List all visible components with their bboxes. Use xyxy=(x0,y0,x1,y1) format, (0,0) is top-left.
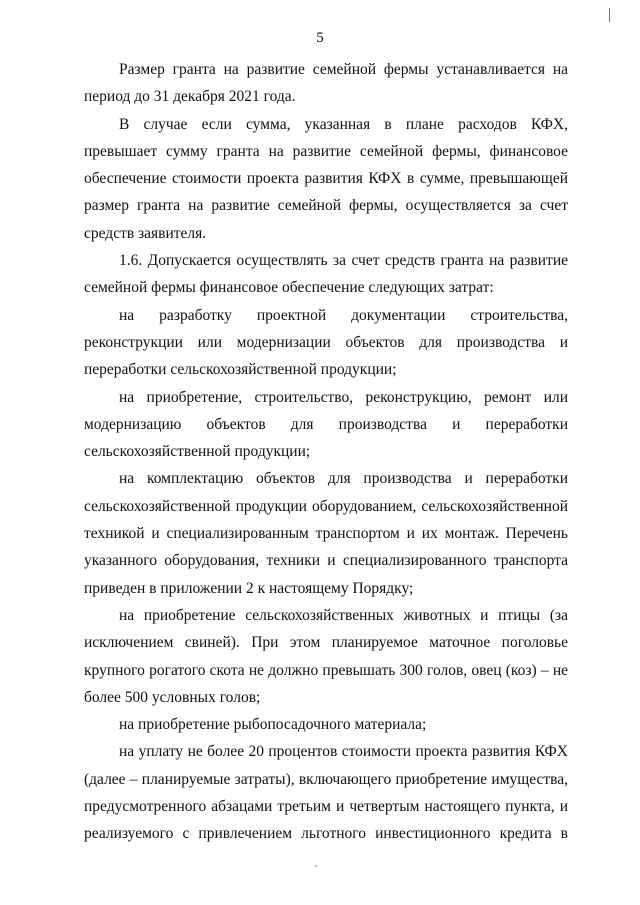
text-line: переработки сельскохозяйственной продукции; xyxy=(84,361,397,379)
text-line: сельскохозяйственной продукции оборудованием, сельскохозяйственной xyxy=(84,497,568,515)
text-line: приведен в приложении 2 к настоящему Порядку; xyxy=(84,579,414,597)
text-line: на приобретение, строительство, реконструкцию, ремонт или xyxy=(119,388,568,406)
text-line: Размер гранта на развитие семейной фермы устанавливается на xyxy=(119,61,568,78)
scan-artifact-mark xyxy=(609,8,610,22)
scan-artifact-dot xyxy=(315,865,317,867)
text-line: техникой и специализированным транспортом и их монтаж. Перечень xyxy=(84,525,568,543)
text-line: обеспечение стоимости проекта развития КФХ в сумме, превышающей xyxy=(84,170,568,188)
document-body xyxy=(84,56,568,848)
text-line: В случае если сумма, указанная в плане расходов КФХ, xyxy=(119,115,568,133)
text-line: на уплату не более 20 процентов стоимости проекта развития КФХ xyxy=(119,743,568,761)
text-line: семейной фермы финансовое обеспечение следующих затрат: xyxy=(84,279,494,297)
text-line: реконструкции или модернизации объектов для производства и xyxy=(84,333,568,351)
text-line: более 500 условных голов; xyxy=(84,688,261,706)
text-line: на разработку проектной документации строительства, xyxy=(119,306,568,324)
text-line: исключением свиней). При этом планируемое маточное поголовье xyxy=(84,634,568,652)
text-line: средств заявителя. xyxy=(84,224,207,242)
text-line: предусмотренного абзацами третьим и четвертым настоящего пункта, и xyxy=(84,798,568,816)
text-line: сельскохозяйственной продукции; xyxy=(84,443,311,461)
text-line: реализуемого с привлечением льготного инвестиционного кредита в xyxy=(84,825,568,843)
text-line: на приобретение рыбопосадочного материала; xyxy=(119,716,427,734)
text-line: превышает сумму гранта на развитие семейной фермы, финансовое xyxy=(84,142,568,160)
text-line: 1.6. Допускается осуществлять за счет средств гранта на развитие xyxy=(119,252,568,270)
text-line: (далее – планируемые затраты), включающего приобретение имущества, xyxy=(84,770,568,788)
text-line: на приобретение сельскохозяйственных животных и птицы (за xyxy=(119,606,568,624)
text-line: модернизацию объектов для производства и переработки xyxy=(84,415,568,433)
text-line: размер гранта на развитие семейной фермы, осуществляется за счет xyxy=(84,197,568,215)
text-line: указанного оборудования, техники и специализированного транспорта xyxy=(84,552,568,570)
text-line: крупного рогатого скота не должно превышать 300 голов, овец (коз) – не xyxy=(84,661,568,679)
text-line: период до 31 декабря 2021 года. xyxy=(84,88,296,106)
page-number: 5 xyxy=(316,30,324,46)
text-line: на комплектацию объектов для производства и переработки xyxy=(119,470,568,488)
